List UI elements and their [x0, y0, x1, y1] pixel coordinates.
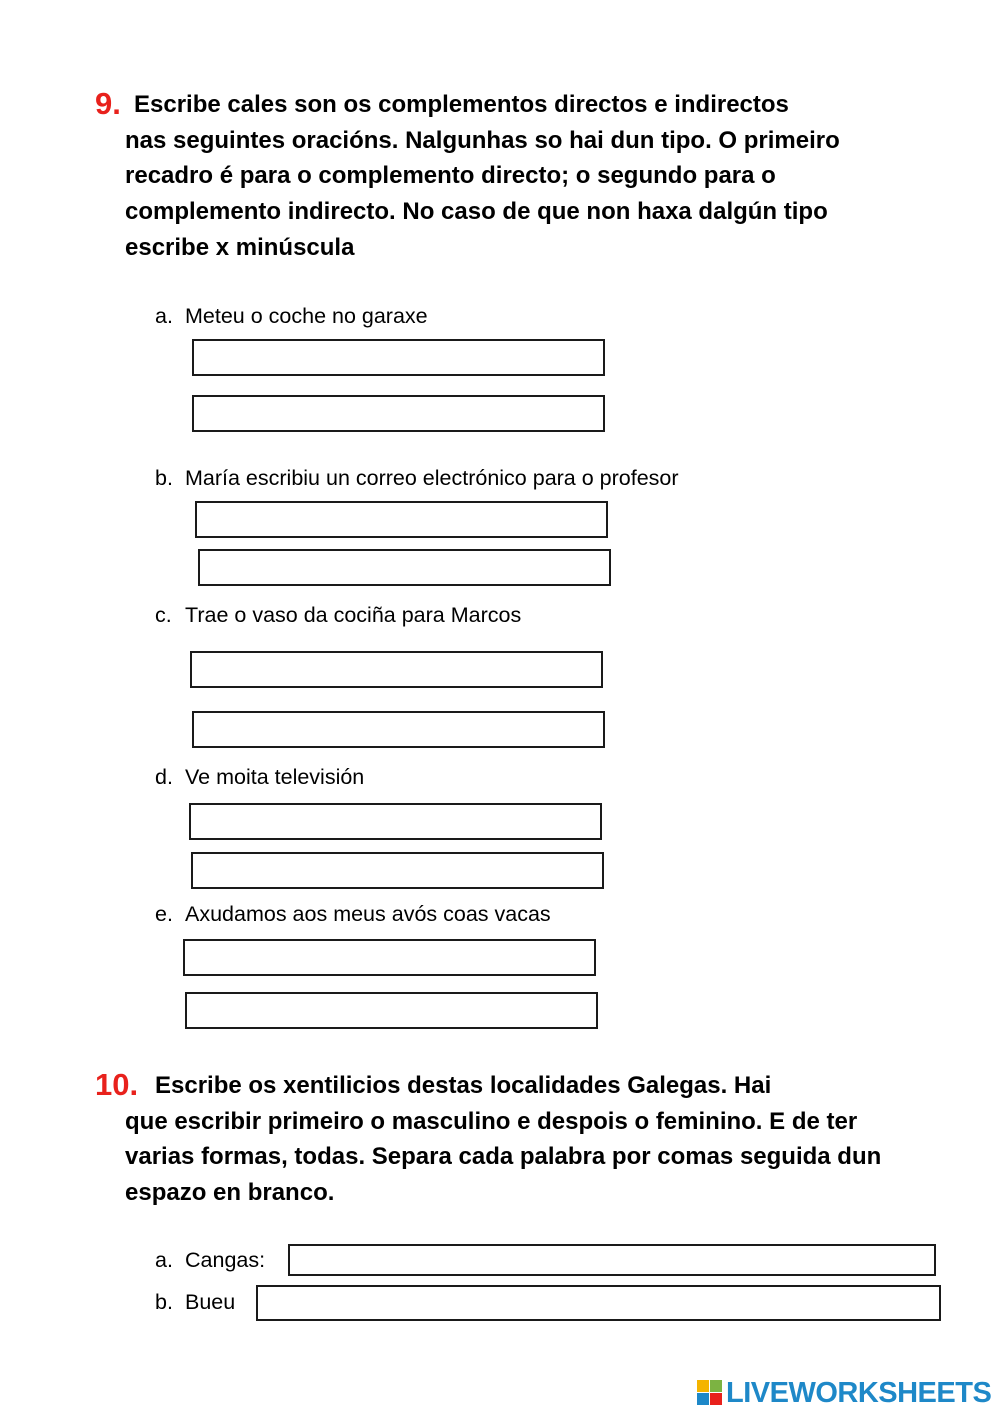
q9-e-indirect-object-input[interactable]: [185, 992, 598, 1029]
q9-b-indirect-object-input[interactable]: [198, 549, 611, 586]
q9-item-c: [155, 605, 521, 627]
q9-item-b: [155, 468, 679, 490]
q9-item-e-letter: e.: [155, 902, 173, 926]
q10-cangas-input[interactable]: [288, 1244, 936, 1276]
question-9-number: 9.: [95, 86, 121, 121]
question-9-instructions: [125, 87, 915, 266]
q9-a-indirect-object-input[interactable]: [192, 395, 605, 432]
question-10-instructions-rest: que escribir primeiro o masculino e despois o feminino. E de ter varias formas, todas. Separa cada palabra por comas seguida dun espazo en branco.: [125, 1107, 882, 1207]
question-9-instructions-line1: Escribe cales son os complementos directos e indirectos: [134, 91, 789, 118]
q9-item-a-letter: a.: [155, 304, 173, 328]
q9-a-direct-object-input[interactable]: [192, 339, 605, 376]
q10-item-a-text: Cangas:: [185, 1248, 266, 1272]
liveworksheets-logo: [697, 1377, 991, 1409]
q10-item-a: [155, 1250, 265, 1272]
question-9-instructions-rest: nas seguintes oracións. Nalgunhas so hai dun tipo. O primeiro recadro é para o complemento directo; o segundo para o complemento indirecto. No caso de que non haxa dalgún tipo escribe x minúscula: [125, 126, 840, 261]
question-10-number: 10.: [95, 1067, 139, 1102]
q9-item-a-text: Meteu o coche no garaxe: [185, 304, 428, 328]
q9-c-direct-object-input[interactable]: [190, 651, 603, 688]
liveworksheets-logo-text: LIVEWORKSHEETS: [726, 1376, 992, 1409]
q9-item-b-text: María escribiu un correo electrónico para o profesor: [185, 466, 679, 490]
q10-item-a-letter: a.: [155, 1248, 173, 1272]
q9-c-indirect-object-input[interactable]: [192, 711, 605, 748]
q10-item-b-text: Bueu: [185, 1290, 236, 1314]
question-10-instructions: [125, 1068, 915, 1211]
q9-item-d-letter: d.: [155, 765, 173, 789]
q9-item-e: [155, 904, 551, 926]
liveworksheets-logo-icon: [697, 1380, 723, 1406]
q9-item-a: [155, 306, 428, 328]
q9-item-c-text: Trae o vaso da cociña para Marcos: [185, 603, 522, 627]
q9-e-direct-object-input[interactable]: [183, 939, 596, 976]
q9-item-d-text: Ve moita televisión: [185, 765, 365, 789]
q9-item-b-letter: b.: [155, 466, 173, 490]
q10-item-b-letter: b.: [155, 1290, 173, 1314]
q10-bueu-input[interactable]: [256, 1285, 941, 1321]
q9-d-direct-object-input[interactable]: [189, 803, 602, 840]
q9-item-d: [155, 767, 364, 789]
q9-d-indirect-object-input[interactable]: [191, 852, 604, 889]
q9-b-direct-object-input[interactable]: [195, 501, 608, 538]
q10-item-b: [155, 1292, 235, 1314]
question-10-instructions-line1: Escribe os xentilicios destas localidades Galegas. Hai: [155, 1072, 772, 1099]
q9-item-e-text: Axudamos aos meus avós coas vacas: [185, 902, 551, 926]
q9-item-c-letter: c.: [155, 603, 172, 627]
